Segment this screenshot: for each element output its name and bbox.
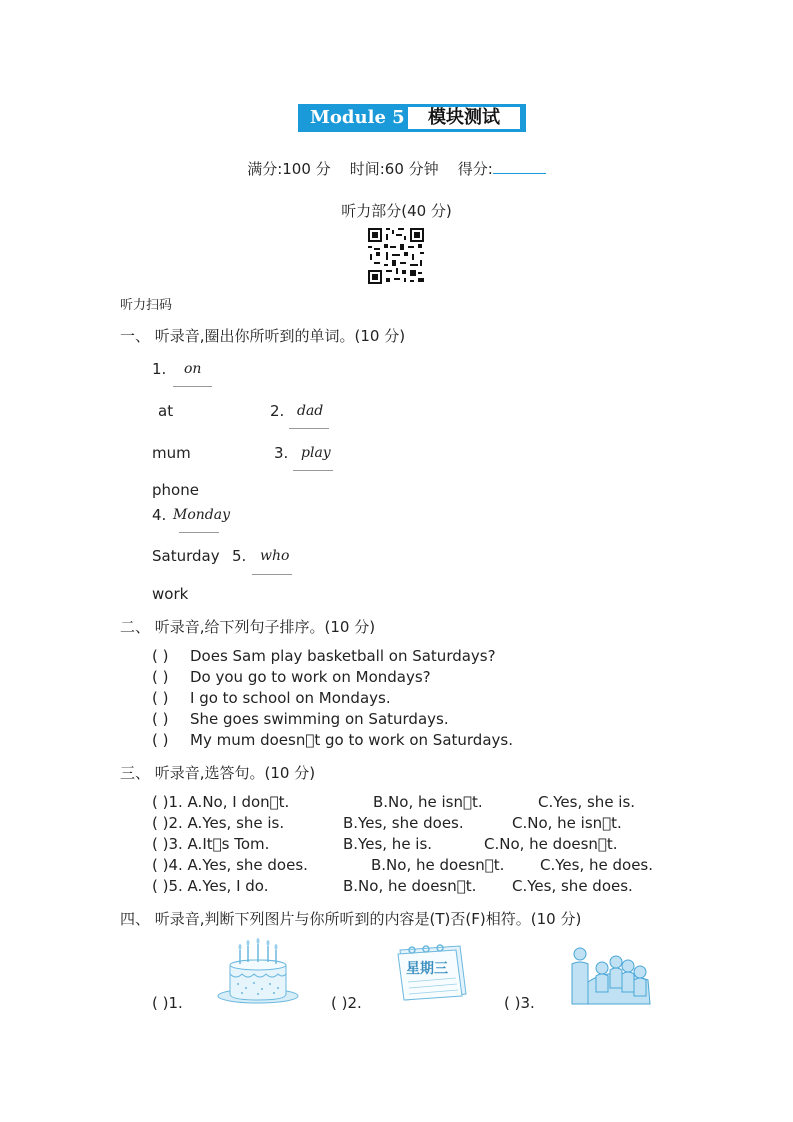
s1-item4-word: Saturday: [152, 547, 220, 565]
s3-q4-b[interactable]: B.No, he doesn t.: [371, 856, 505, 874]
list-item: ( ) Does Sam play basketball on Saturdays?: [152, 647, 496, 665]
calendar-day-text: 星期三: [406, 961, 448, 977]
s3-q5-b[interactable]: B.No, he doesn t.: [343, 877, 477, 895]
s2-bracket[interactable]: ( ): [152, 731, 169, 749]
s4-item3-label: ( )3.: [504, 994, 535, 1012]
s4-item1-label: ( )1.: [152, 994, 183, 1012]
s2-bracket[interactable]: ( ): [152, 710, 169, 728]
calendar-icon: [394, 942, 470, 1002]
s1-item5-word: work: [152, 585, 189, 603]
s3-q2-b[interactable]: B.Yes, she does.: [343, 814, 464, 832]
s2-bracket[interactable]: ( ): [152, 647, 169, 665]
s1-item5-num: 5.: [232, 547, 247, 565]
section1-title: 一、 听录音,圈出你所听到的单词。(10 分): [120, 327, 406, 345]
s2-bracket[interactable]: ( ): [152, 668, 169, 686]
list-item: ( ) I go to school on Mondays.: [152, 689, 391, 707]
section2-title: 二、 听录音,给下列句子排序。(10 分): [120, 618, 376, 636]
s1-item4-num: 4.: [152, 506, 167, 524]
module-label: Module 5: [310, 107, 405, 128]
s3-q2-c[interactable]: C.No, he isn t.: [512, 814, 622, 832]
s4-item2-label: ( )2.: [331, 994, 362, 1012]
s3-q3-lead: ( )3. A.It s Tom.: [152, 835, 270, 853]
s1-item2-written: dad: [297, 403, 324, 419]
section3-title: 三、 听录音,选答句。(10 分): [120, 764, 316, 782]
qr-code-icon[interactable]: [368, 228, 424, 284]
full-score: 满分:100 分: [247, 160, 331, 178]
list-item: ( ) She goes swimming on Saturdays.: [152, 710, 449, 728]
s3-q1-lead: ( )1. A.No, I don t.: [152, 793, 290, 811]
banner-title: 模块测试: [428, 107, 500, 128]
s3-q4-lead: ( )4. A.Yes, she does.: [152, 856, 308, 874]
s1-item4-blank[interactable]: [179, 532, 219, 533]
list-item: ( ) My mum doesn t go to work on Saturdays.: [152, 731, 513, 749]
s3-q5-lead: ( )5. A.Yes, I do.: [152, 877, 269, 895]
s1-item3-written: play: [301, 445, 331, 461]
birthday-cake-icon: [216, 938, 300, 1006]
s1-item3-blank[interactable]: [293, 470, 333, 471]
s1-item1-blank[interactable]: [173, 386, 212, 387]
section4-title: 四、 听录音,判断下列图片与你所听到的内容是(T)否(F)相符。(10 分): [120, 910, 582, 928]
s3-q1-b[interactable]: B.No, he isn t.: [373, 793, 483, 811]
s3-q3-c[interactable]: C.No, he doesn t.: [484, 835, 618, 853]
s1-item2-num: 2.: [270, 402, 285, 420]
s3-q5-c[interactable]: C.Yes, she does.: [512, 877, 633, 895]
time-limit: 时间:60 分钟: [349, 160, 439, 178]
s3-q1-c[interactable]: C.Yes, she is.: [538, 793, 636, 811]
list-item: ( ) Do you go to work on Mondays?: [152, 668, 431, 686]
s1-item3-num: 3.: [274, 444, 289, 462]
s1-item5-blank[interactable]: [252, 574, 292, 575]
s1-item1-num: 1.: [152, 360, 167, 378]
s3-q3-b[interactable]: B.Yes, he is.: [343, 835, 433, 853]
s1-item2-blank[interactable]: [289, 428, 329, 429]
score-label: 得分:: [457, 160, 493, 178]
s3-q4-c[interactable]: C.Yes, he does.: [540, 856, 654, 874]
s1-item1-word: at: [158, 402, 174, 420]
listening-title: 听力部分(40 分): [341, 202, 452, 220]
s1-item4-written: Monday: [173, 507, 230, 523]
s1-item1-written: on: [184, 361, 202, 377]
score-blank[interactable]: [493, 159, 546, 174]
s3-q2-lead: ( )2. A.Yes, she is.: [152, 814, 285, 832]
banner-title-box: [408, 107, 520, 129]
qr-caption: 听力扫码: [120, 298, 173, 313]
score-info: [0, 158, 793, 179]
s1-item5-written: who: [260, 548, 290, 564]
s2-bracket[interactable]: ( ): [152, 689, 169, 707]
module-banner: [298, 104, 526, 132]
family-people-icon: [568, 942, 652, 1006]
s1-item3-word: phone: [152, 481, 199, 499]
s1-item2-word: mum: [152, 444, 191, 462]
